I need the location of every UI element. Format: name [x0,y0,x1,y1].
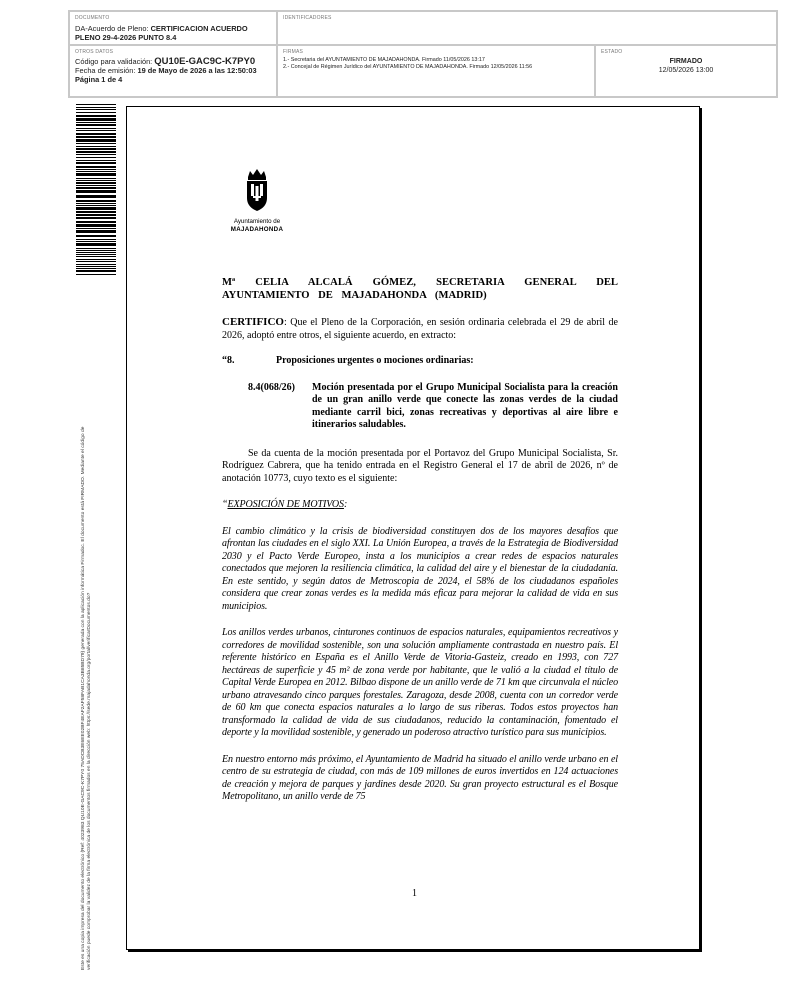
barcode-image [76,104,116,276]
barcode-bar [76,139,116,142]
exposicion-title: EXPOSICIÓN DE MOTIVOS [227,499,344,510]
estado-cell [595,45,777,97]
barcode-bar [76,214,116,216]
fecha-emision [75,66,271,75]
section-title: Proposiciones urgentes o mociones ordinarias: [276,355,474,366]
barcode-bar [76,187,116,189]
barcode-bar [76,180,116,181]
barcode-bar [76,148,116,150]
otros-datos-cell [69,45,277,97]
barcode-bar [76,109,116,110]
barcode-bar [76,178,116,179]
estado-value: FIRMADO [669,58,703,65]
documento-bold: CERTIFICACION ACUERDO [150,24,248,33]
barcode-bar [76,160,116,161]
barcode-bar [76,205,116,206]
firmas-cell [277,45,595,97]
item-heading [222,382,618,432]
barcode-bar [76,104,116,105]
barcode-bar [76,243,116,246]
barcode-bar [76,182,116,184]
barcode-bar [76,128,116,129]
section-heading [222,355,618,368]
fecha-value: 19 de Mayo de 2026 a las 12:50:03 [137,66,257,75]
barcode-bar [76,235,116,237]
item-title: Moción presentada por el Grupo Municipal Socialista para la creación de un gran anillo verde que conecte las zonas verdes de la ciudad mediante carril bici, zonas recreativas y deportivas al aire libre e itinerarios saludables. [312,381,618,430]
barcode-bar [76,203,116,204]
identificadores-caption: IDENTIFICADORES [283,15,332,21]
barcode-bar [76,107,116,108]
identificadores-cell [277,11,777,45]
barcode-bar [76,254,116,255]
codigo-label: Código para validación: [75,57,155,66]
side-text-line2: verificación puede comprobar la validez de la firma electrónica de los documentos firmados en la dirección web: https://sede.majadahonda.org/portal/verificarDocumentos.do? [87,592,92,970]
logo-line2: MAJADAHONDA [230,226,284,233]
firma-1: 1.- Secretaria del AYUNTAMIENTO DE MAJADAHONDA. Firmado 11/05/2026 13:17 [283,57,485,63]
barcode-bar [76,230,116,233]
codigo-validacion [75,57,271,66]
side-verification-text [81,290,93,970]
barcode-bar [76,200,116,202]
barcode-bar [76,239,116,240]
document-header [68,10,778,98]
barcode-bar [76,118,116,121]
logo-line1: Ayuntamiento de [233,218,281,225]
documento-caption: DOCUMENTO [75,15,110,21]
barcode-bar [76,133,116,135]
barcode-bar [76,248,116,249]
barcode-bar [76,162,116,164]
barcode-bar [76,173,116,176]
barcode-bar [76,169,116,170]
barcode-bar [76,224,116,227]
documento-line1 [75,24,271,33]
motivos-paragraph-1: El cambio climático y la crisis de biodiversidad constituyen dos de los mayores desafíos que afrontan las ciudades en el siglo XXI. La Unión Europea, a través de la Estrategia de Biodiversidad 2030 y el Pacto Verde Europeo, insta a los municipios a crear redes de espacios naturales conectados que mejoren la resiliencia climática, la calidad del aire y el bienestar de la ciudadanía. En este sentido, y según datos de Metroscopia de 2024, el 58% de los ciudadanos españoles considera que crear zonas verdes es la medida más eficaz para mejorar la calidad de vida en sus municipios. [222,525,618,612]
barcode-bar [76,136,116,138]
barcode-bar [76,256,116,257]
barcode-bar [76,211,116,213]
certifico-paragraph [222,316,618,342]
barcode-bar [76,122,116,123]
barcode-bar [76,166,116,168]
exposicion-colon: : [343,499,348,510]
page-number: 1 [412,888,417,899]
municipality-logo [226,168,288,238]
section-number: “8. [222,355,235,366]
barcode-bar [76,241,116,242]
coat-of-arms-icon [244,168,270,212]
firma-2: 2.- Concejal de Régimen Jurídico del AYUNTAMIENTO DE MAJADAHONDA. Firmado 12/05/2026 11:56 [283,64,533,70]
certifico-text: : Que el Pleno de la Corporación, en sesión ordinaria celebrada el 29 de abril de 2026, adoptó entre otros, el siguiente acuerdo, en extracto: [222,317,618,341]
barcode-bar [76,266,116,267]
estado-date: 12/05/2026 13:00 [658,67,714,74]
barcode-bar [76,190,116,193]
barcode-bar [76,270,116,272]
barcode-bar [76,217,116,219]
barcode-bar [76,171,116,172]
barcode-bar [76,154,116,155]
barcode-bar [76,143,116,144]
barcode-bar [76,250,116,251]
fecha-label: Fecha de emisión: [75,66,138,75]
barcode-bar [76,195,116,198]
barcode-bar [76,151,116,153]
barcode-bar [76,130,116,131]
document-body [222,276,618,804]
documento-cell [69,11,277,45]
barcode-bar [76,274,116,275]
document-title: Mª CELIA ALCALÁ GÓMEZ, SECRETARIA GENERAL DEL AYUNTAMIENTO DE MAJADAHONDA (MADRID) [222,277,618,301]
barcode-bar [76,264,116,265]
otros-datos-caption: OTROS DATOS [75,49,114,55]
item-number: 8.4(068/26) [248,381,295,393]
barcode-bar [76,261,116,262]
firmas-caption: FIRMAS [283,49,304,55]
barcode-bar [76,268,116,269]
certifico-label: CERTIFICO [222,316,284,328]
barcode-bar [76,124,116,126]
pagina-indicator: Página 1 de 4 [75,75,123,84]
codigo-value[interactable]: QU10E-GAC9C-K7PY0 [154,56,256,67]
barcode-bar [76,115,116,117]
exposicion-open-quote: “ [222,499,228,510]
barcode-bar [76,259,116,260]
motivos-paragraph-2: Los anillos verdes urbanos, cinturones continuos de espacios naturales, equipamientos recreativos y corredores de movilidad sostenible, son una solución ampliamente contrastada en nuestro país. El referente histórico en España es el Anillo Verde de Vitoria-Gasteiz, creado en 1993, con 727 hectáreas de superficie y 45 m² de zona verde por habitante, que le valió a la ciudad el título de Capital Verde Europea en 2012. Bilbao dispone de un anillo verde de 71 km que circunvala el núcleo urbano atravesando cinco parques forestales. Zaragoza, desde 2008, cuenta con un corredor verde de 60 km que conecta espacios naturales a lo largo de sus riberas. Todos estos proyectos han transformado la calidad de vida de sus ciudadanos, reducido la contaminación, fomentado el deporte y la movilidad sostenible, y generado un poderoso atractivo turístico para sus municipios. [222,627,618,738]
exposicion-heading [222,499,618,512]
intro-paragraph: Se da cuenta de la moción presentada por el Portavoz del Grupo Municipal Socialista, Sr. Rodríguez Cabrera, que ha tenido entrada en el Registro General el 17 de abril de 2026, nº de anotación 10773, cuyo texto es el siguiente: [222,447,618,484]
side-text-line1: Este es una copia impresa del documento electrónico (Ref: 4023983 QU10E-GAC9C-K7PY0 75ADCB3E6EE02BF4EAF2AF58FAB1CA3B85BD79) generada con la aplicación informática Firmadoc. El documento está FIRMADO. Mediante el código de [81,426,86,970]
documento-line2: PLENO 29-4-2026 PUNTO 8.4 [75,33,177,42]
barcode-bar [76,157,116,158]
motivos-paragraph-3: En nuestro entorno más próximo, el Ayuntamiento de Madrid ha situado el anillo verde urbano en el centro de su estrategia de ciudad, con más de 109 millones de euros invertidos en 124 actuaciones de creación y mejora de parques y jardines desde 2020. Su gran proyecto estructural es el Bosque Metropolitano, un anillo verde de 75 [222,753,618,802]
barcode-bar [76,112,116,113]
barcode-bar [76,185,116,186]
barcode-bar [76,207,116,210]
barcode-bar [76,146,116,147]
documento-prefix: DA-Acuerdo de Pleno: [75,24,151,33]
barcode-bar [76,221,116,223]
barcode-bar [76,252,116,253]
barcode-bar [76,228,116,229]
estado-caption: ESTADO [601,49,623,55]
